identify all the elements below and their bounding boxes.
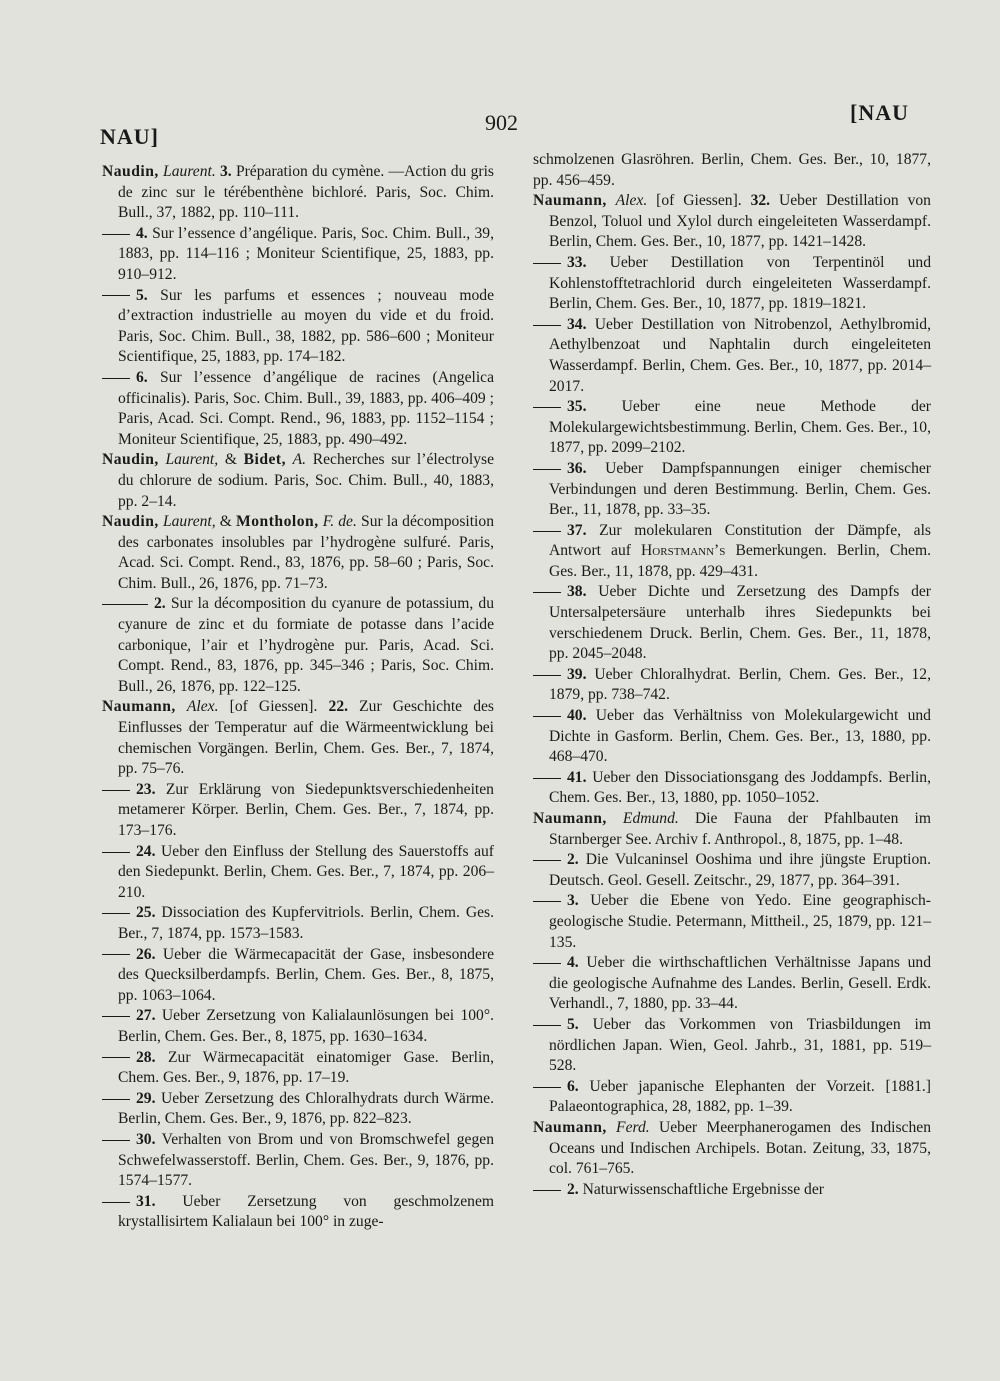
entry-number: 26.	[136, 945, 156, 963]
bibliography-entry	[102, 1089, 494, 1130]
entry-text: Zur molekularen Constitution der Dämpfe, als Antwort auf	[549, 521, 931, 560]
author-surname: Naumann,	[533, 810, 607, 827]
entry-text: Die Vulcaninsel Ooshima und ihre jüngste Eruption. Deutsch. Geol. Gesell. Zeitschr., 29, 1877, pp. 364–391.	[549, 851, 931, 889]
entry-text: Sur les parfums et essences ; nouveau mode d’extraction industrielle au moyen du vide et du froid. Paris, Soc. Chim. Bull., 38, 1882, pp. 586–600 ; Moniteur Scientifique, 25, 1883, pp. 174–182.	[118, 286, 494, 366]
coauthor-given-name: A.	[292, 451, 307, 469]
entry-text: Ueber japanische Elephanten der Vorzeit. [1881.] Palaeontographica, 28, 1882, pp. 1–39.	[549, 1077, 931, 1116]
entry-number: 24.	[136, 842, 156, 860]
ditto-dash	[102, 234, 130, 235]
bibliography-entry	[533, 953, 931, 1015]
bibliography-entry	[533, 1015, 931, 1077]
running-head-left: NAU]	[100, 124, 159, 149]
entry-number: 38.	[567, 583, 587, 601]
entry-number: 27.	[136, 1007, 156, 1025]
entry-number: 31.	[136, 1192, 156, 1210]
entry-text: Zur Geschichte des Einflusses der Temperatur auf die Wärmeentwicklung bei chemischen Vorgängen. Berlin, Chem. Ges. Ber., 7, 1874, pp. 75–76.	[118, 698, 494, 778]
entry-number: 5.	[136, 286, 148, 304]
bibliography-entry	[533, 253, 931, 315]
ditto-dash	[533, 901, 561, 902]
bibliography-entry	[533, 459, 931, 521]
entry-number: 33.	[567, 253, 587, 271]
entry-number: 3.	[220, 163, 232, 180]
bibliography-entry	[533, 891, 931, 953]
author-given-name: Alex.	[615, 192, 648, 210]
entry-number: 40.	[567, 707, 587, 725]
entry-number: 4.	[567, 954, 579, 972]
entry-text: Naturwissenschaftliche Ergebnisse der	[582, 1180, 824, 1198]
ditto-dash	[533, 1025, 561, 1026]
ditto-dash	[533, 469, 561, 470]
author-surname: Naudin,	[102, 451, 159, 469]
entry-number: 2.	[154, 595, 166, 613]
ditto-dash	[533, 860, 561, 861]
entry-number: 6.	[567, 1077, 579, 1095]
ditto-dash	[102, 1099, 130, 1100]
entry-number: 23.	[136, 780, 156, 798]
ditto-dash	[533, 963, 561, 964]
ditto-dash	[533, 716, 561, 717]
ditto-dash	[533, 1190, 561, 1191]
author-surname: Naumann,	[102, 698, 176, 716]
bibliography-entry	[102, 697, 494, 779]
bibliography-entry	[533, 850, 931, 891]
bibliography-entry	[533, 706, 931, 768]
bibliography-entry	[102, 842, 494, 904]
right-column	[533, 150, 931, 1200]
entry-text: Sur la décomposition du cyanure de potassium, du cyanure de zinc et du formiate de potasse dans l’acide carbonique, l’air et l’hydrogène pur. Paris, Acad. Sci. Compt. Rend., 83, 1876, pp. 345–346 ; Paris, Soc. Chim. Bull., 26, 1876, pp. 122–125.	[118, 595, 495, 695]
author-given-name: Laurent.	[163, 163, 216, 180]
author-given-name: Alex.	[186, 698, 219, 716]
ditto-dash	[102, 1202, 130, 1203]
bibliography-entry	[533, 768, 931, 809]
bibliography-entry	[533, 1077, 931, 1118]
ditto-dash	[102, 1057, 130, 1058]
entry-number: 41.	[567, 768, 587, 786]
entry-text: Die Fauna der Pfahlbauten im Starnberger See. Archiv f. Anthropol., 8, 1875, pp. 1–48.	[549, 810, 932, 848]
entry-number: 2.	[567, 1180, 579, 1198]
bibliography-entry	[102, 368, 494, 450]
ampersand: &	[219, 513, 232, 531]
entry-number: 3.	[567, 892, 579, 910]
bibliography-entry	[102, 594, 494, 697]
bibliography-entry	[533, 1180, 931, 1201]
bibliography-entry	[102, 1130, 494, 1192]
coauthor-given-name: F. de.	[322, 513, 357, 531]
entry-text: Ueber das Verhältniss von Molekulargewicht und Dichte in Gasform. Berlin, Chem. Ges. Ber., 13, 1880, pp. 468–470.	[549, 707, 931, 766]
author-surname: Naumann,	[533, 1118, 607, 1136]
ditto-dash	[533, 778, 561, 779]
bibliography-entry	[533, 315, 931, 397]
author-given-name: Laurent,	[162, 513, 216, 531]
entry-number: 36.	[567, 459, 587, 477]
entry-number: 34.	[567, 315, 587, 333]
bibliography-entry	[102, 780, 494, 842]
bibliography-entry	[533, 665, 931, 706]
author-given-name: Ferd.	[616, 1118, 650, 1136]
entry-text: Sur l’essence d’angélique de racines (Angelica officinalis). Paris, Soc. Chim. Bull., 39, 1883, pp. 406–409 ; Paris, Acad. Sci. Compt. Rend., 96, 1883, pp. 1152–1154 ; Moniteur Scientifique, 25, 1883, pp. 490–492.	[118, 368, 494, 448]
bibliography-entry	[533, 150, 931, 191]
ditto-dash	[102, 1016, 130, 1017]
entry-number: 5.	[567, 1015, 579, 1033]
entry-text: Ueber die Wärmecapacität der Gase, insbesondere des Quecksilberdampfs. Berlin, Chem. Ges. Ber., 8, 1875, pp. 1063–1064.	[118, 945, 494, 1004]
entry-text: Ueber den Einfluss der Stellung des Sauerstoffs auf den Siedepunkt. Berlin, Chem. Ges. Ber., 7, 1874, pp. 206–210.	[118, 842, 494, 901]
entry-text: Ueber Meerphanerogamen des Indischen Oceans und Indischen Archipels. Botan. Zeitung, 33, 1875, col. 761–765.	[549, 1118, 931, 1178]
ditto-dash	[102, 378, 130, 379]
entry-text: Verhalten von Brom und von Bromschwefel gegen Schwefelwasserstoff. Berlin, Chem. Ges. Ber., 9, 1876, pp. 1574–1577.	[118, 1130, 494, 1190]
bibliography-entry	[533, 1118, 931, 1180]
page-number: 902	[485, 110, 518, 135]
bibliography-entry	[102, 450, 494, 512]
author-given-name: Edmund.	[622, 810, 679, 827]
entry-text: Ueber die wirthschaftlichen Verhältnisse Japans und die geologische Aufnahme des Landes. Berlin, Gesell. Erdk. Verhandl., 7, 1880, pp. 33–44.	[549, 954, 931, 1013]
entry-text: Sur l’essence d’angélique. Paris, Soc. Chim. Bull., 39, 1883, pp. 114–116 ; Moniteur Scientifique, 25, 1883, pp. 910–912.	[118, 224, 495, 283]
bibliography-entry	[102, 162, 494, 224]
ditto-dash	[533, 1087, 561, 1088]
bibliography-entry	[102, 512, 494, 594]
entry-number: 22.	[328, 698, 349, 716]
bibliography-entry	[102, 1048, 494, 1089]
entry-number: 29.	[136, 1089, 156, 1107]
ditto-dash	[102, 852, 130, 853]
entry-number: 4.	[136, 224, 148, 242]
entry-text: Préparation du cymène. —Action du gris de zinc sur le térébenthène bichloré. Paris, Soc. Chim. Bull., 37, 1882, pp. 110–111.	[118, 163, 494, 222]
ditto-dash	[533, 531, 561, 532]
coauthor-surname: Bidet,	[243, 451, 287, 469]
entry-text: Ueber Zersetzung von geschmolzenem krystallisirtem Kalialaun bei 100° in zuge-	[118, 1192, 494, 1231]
bibliography-entry	[533, 397, 931, 459]
ditto-dash	[102, 604, 148, 605]
entry-number: 32.	[750, 192, 771, 210]
bibliography-entry	[102, 224, 494, 286]
entry-text: Zur Wärmecapacität einatomiger Gase. Berlin, Chem. Ges. Ber., 9, 1876, pp. 17–19.	[118, 1048, 494, 1087]
entry-text: Ueber das Vorkommen von Triasbildungen im nördlichen Japan. Wien, Geol. Jahrb., 31, 1881, pp. 519–528.	[549, 1015, 931, 1075]
entry-number: 6.	[136, 368, 148, 386]
bibliography-entry	[102, 945, 494, 1007]
ditto-dash	[533, 263, 561, 264]
entry-text: Ueber Chloralhydrat. Berlin, Chem. Ges. Ber., 12, 1879, pp. 738–742.	[549, 665, 931, 704]
entry-number: 30.	[136, 1130, 156, 1148]
entry-text: Ueber eine neue Methode der Molekulargewichtsbestimmung. Berlin, Chem. Ges. Ber., 10, 1877, pp. 2099–2102.	[549, 398, 932, 457]
entry-text: Ueber Dampfspannungen einiger chemischer Verbindungen und deren Bestimmung. Berlin, Chem. Ges. Ber., 11, 1878, pp. 33–35.	[549, 459, 931, 519]
author-given-name: Laurent,	[165, 451, 219, 469]
entry-text: Ueber Zersetzung des Chloralhydrats durch Wärme. Berlin, Chem. Ges. Ber., 9, 1876, pp. 822–823.	[118, 1089, 494, 1128]
left-column	[102, 162, 494, 1233]
ditto-dash	[533, 407, 561, 408]
bibliography-entry	[533, 191, 931, 253]
bibliography-entry	[533, 582, 931, 664]
coauthor-surname: Montholon,	[236, 513, 319, 531]
affiliation: [of Giessen].	[229, 698, 318, 716]
entry-number: 39.	[567, 665, 587, 683]
bibliography-entry	[102, 1192, 494, 1233]
entry-text: Dissociation des Kupfervitriols. Berlin, Chem. Ges. Ber., 7, 1874, pp. 1573–1583.	[118, 904, 494, 942]
entry-text: Bemerkungen. Berlin, Chem. Ges. Ber., 11, 1878, pp. 429–431.	[549, 542, 931, 580]
entry-number: 35.	[567, 398, 587, 416]
entry-number: 25.	[136, 904, 156, 922]
entry-text: Ueber Destillation von Terpentinöl und Kohlenstofftetrachlorid durch eingeleiteten Wasserdampf. Berlin, Chem. Ges. Ber., 10, 1877, pp. 1819–1821.	[549, 253, 932, 313]
author-surname: Naudin,	[102, 513, 159, 531]
entry-number: 28.	[136, 1048, 156, 1066]
ampersand: &	[224, 451, 237, 469]
entry-number: 37.	[567, 521, 587, 539]
entry-text: Zur Erklärung von Siedepunktsverschiedenheiten metamerer Körper. Berlin, Chem. Ges. Ber., 7, 1874, pp. 173–176.	[118, 780, 494, 839]
ditto-dash	[102, 1140, 130, 1141]
affiliation: [of Giessen].	[656, 192, 742, 210]
ditto-dash	[102, 954, 130, 955]
ditto-dash	[533, 592, 561, 593]
bibliography-entry	[102, 286, 494, 368]
ditto-dash	[102, 913, 130, 914]
entry-text: schmolzenen Glasröhren. Berlin, Chem. Ges. Ber., 10, 1877, pp. 456–459.	[533, 151, 931, 189]
ditto-dash	[533, 675, 561, 676]
entry-text: Sur la décomposition des carbonates insolubles par l’hydrogène sulfuré. Paris, Acad. Sci. Compt. Rend., 83, 1876, pp. 58–60 ; Paris, Soc. Chim. Bull., 26, 1876, pp. 71–73.	[118, 513, 494, 592]
cited-author: Horstmann’s	[641, 542, 726, 560]
author-surname: Naudin,	[102, 163, 159, 180]
entry-text: Ueber Zersetzung von Kalialaunlösungen bei 100°. Berlin, Chem. Ges. Ber., 8, 1875, pp. 1630–1634.	[118, 1007, 494, 1045]
bibliography-entry	[533, 521, 931, 583]
entry-text: Ueber Destillation von Benzol, Toluol und Xylol durch eingeleiteten Wasserdampf. Berlin, Chem. Ges. Ber., 10, 1877, pp. 1421–1428.	[549, 192, 931, 251]
entry-text: Ueber die Ebene von Yedo. Eine geographisch-geologische Studie. Petermann, Mittheil., 25, 1879, pp. 121–135.	[549, 892, 931, 951]
running-head-right: [NAU	[850, 100, 909, 125]
ditto-dash	[102, 790, 130, 791]
entry-text: Ueber den Dissociationsgang des Joddampfs. Berlin, Chem. Ges. Ber., 13, 1880, pp. 1050–1052.	[549, 768, 931, 807]
bibliography-entry	[102, 903, 494, 944]
ditto-dash	[533, 325, 561, 326]
ditto-dash	[102, 295, 130, 296]
entry-text: Recherches sur l’électrolyse du chlorure de sodium. Paris, Soc. Chim. Bull., 40, 1883, pp. 2–14.	[118, 451, 494, 510]
bibliography-entry	[102, 1006, 494, 1047]
entry-text: Ueber Destillation von Nitrobenzol, Aethylbromid, Aethylbenzoat und Naphtalin durch eingeleiteten Wasserdampf. Berlin, Chem. Ges. Ber., 10, 1877, pp. 2014–2017.	[549, 315, 931, 395]
entry-number: 2.	[567, 851, 579, 869]
entry-text: Ueber Dichte und Zersetzung des Dampfs der Untersalpetersäure unterhalb ihres Siedepunkts bei verschiedenem Druck. Berlin, Chem. Ges. Ber., 11, 1878, pp. 2045–2048.	[549, 583, 931, 663]
bibliography-entry	[533, 809, 931, 850]
author-surname: Naumann,	[533, 192, 607, 210]
